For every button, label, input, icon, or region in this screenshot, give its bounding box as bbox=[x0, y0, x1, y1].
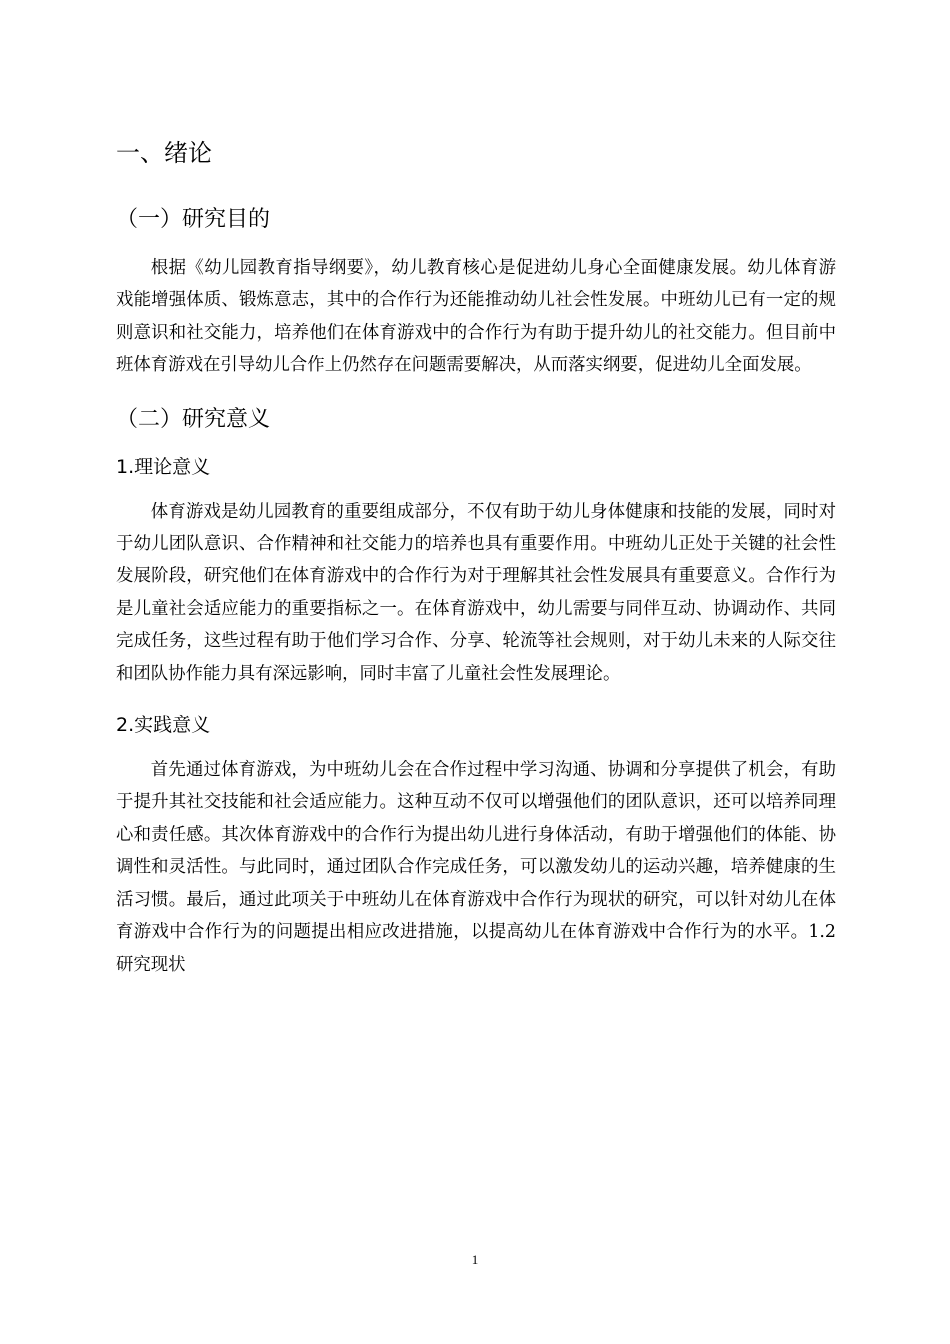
paragraph-theoretical-significance: 体育游戏是幼儿园教育的重要组成部分，不仅有助于幼儿身体健康和技能的发展，同时对于幼儿团队意识、合作精神和社交能力的培养也具有重要作用。中班幼儿正处于关键的社会性发展阶段，研究他们在体育游戏中的合作行为对于理解其社会性发展具有重要意义。合作行为是儿童社会适应能力的重要指标之一。在体育游戏中，幼儿需要与同伴互动、协调动作、共同完成任务，这些过程有助于他们学习合作、分享、轮流等社会规则，对于幼儿未来的人际交往和团队协作能力具有深远影响，同时丰富了儿童社会性发展理论。 bbox=[116, 501, 836, 684]
chapter-heading: 一、绪论 bbox=[116, 139, 212, 167]
document-body bbox=[116, 134, 836, 1001]
subsection-heading-practical: 2.实践意义 bbox=[116, 714, 211, 737]
section-heading-research-significance: （二）研究意义 bbox=[116, 406, 271, 432]
subsection-heading-theoretical: 1.理论意义 bbox=[116, 455, 211, 478]
section-heading-research-purpose: （一）研究目的 bbox=[116, 207, 271, 232]
page-number: 1 bbox=[471, 1252, 479, 1267]
paragraph-research-purpose: 根据《幼儿园教育指导纲要》，幼儿教育核心是促进幼儿身心全面健康发展。幼儿体育游戏能增强体质、锻炼意志，其中的合作行为还能推动幼儿社会性发展。中班幼儿已有一定的规则意识和社交能力，培养他们在体育游戏中的合作行为有助于提升幼儿的社交能力。但目前中班体育游戏在引导幼儿合作上仍然存在问题需要解决，从而落实纲要，促进幼儿全面发展。 bbox=[116, 258, 836, 376]
paragraph-practical-significance: 首先通过体育游戏，为中班幼儿会在合作过程中学习沟通、协调和分享提供了机会，有助于提升其社交技能和社会适应能力。这种互动不仅可以增强他们的团队意识，还可以培养同理心和责任感。其次体育游戏中的合作行为提出幼儿进行身体活动，有助于增强他们的体能、协调性和灵活性。与此同时，通过团队合作完成任务，可以激发幼儿的运动兴趣，培养健康的生活习惯。最后，通过此项关于中班幼儿在体育游戏中合作行为现状的研究，可以针对幼儿在体育游戏中合作行为的问题提出相应改进措施，以提高幼儿在体育游戏中合作行为的水平。1.2 研究现状 bbox=[116, 760, 836, 975]
